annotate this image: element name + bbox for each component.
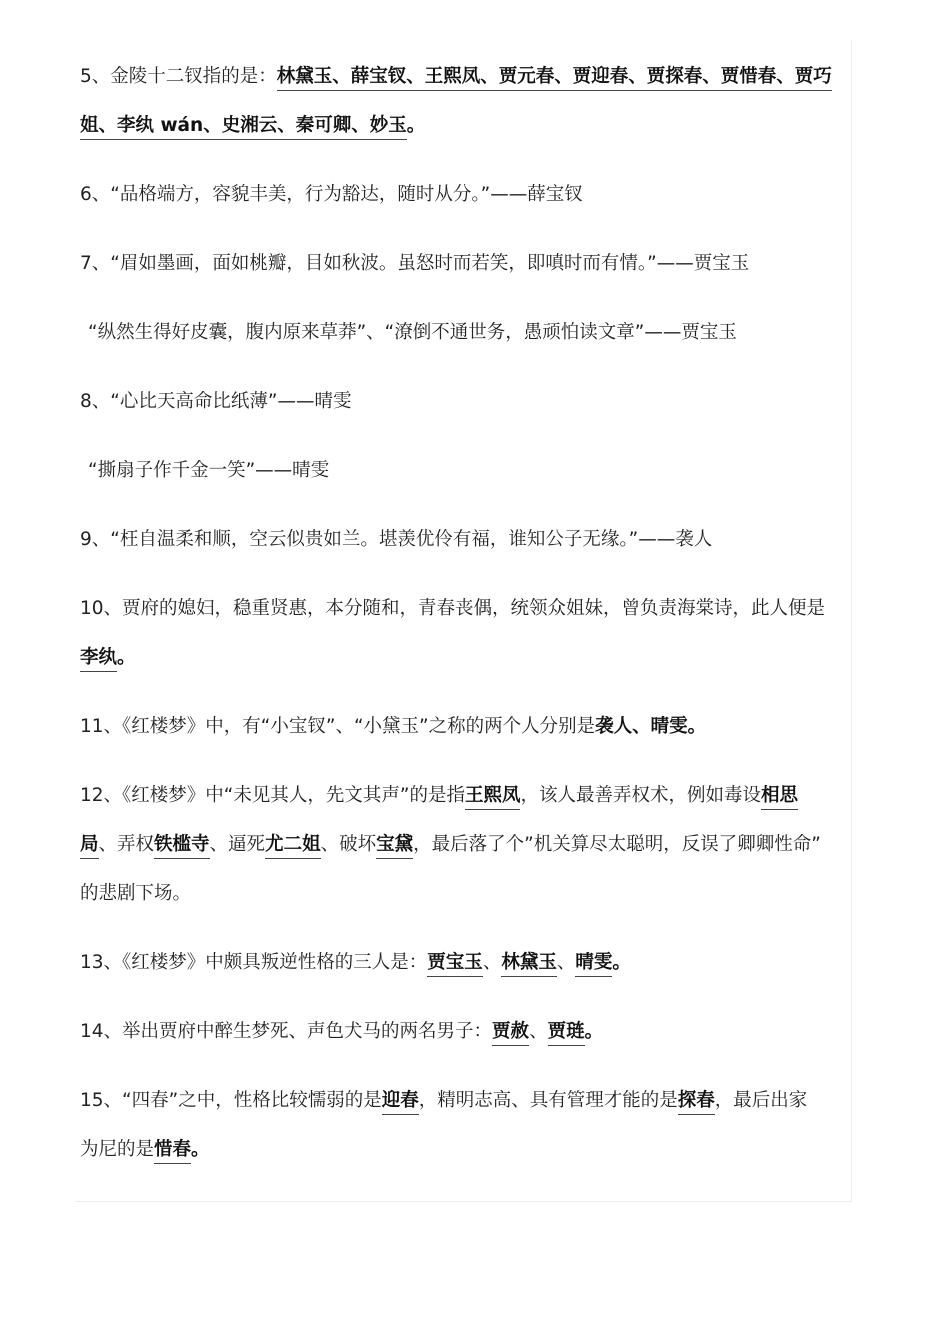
item-14-end: 。: [584, 1021, 604, 1042]
item-5-end: 。: [406, 115, 426, 136]
item-13-answer-3: 晴雯: [575, 952, 612, 977]
item-11: [80, 702, 852, 751]
item-15-end: 。: [191, 1139, 210, 1160]
item-5-prefix: 5、金陵十二钗指的是：: [80, 66, 277, 87]
item-12-line-2: [80, 820, 852, 869]
item-10-line-2: [80, 633, 852, 682]
item-12-mid: ，该人最善弄权术，例如毒设: [520, 785, 761, 806]
item-7: 7、“眉如墨画，面如桃瓣，目如秋波。虽怒时而若笑，即嗔时而有情。”——贾宝玉: [80, 253, 750, 274]
item-12-answer-1: 王熙凤: [465, 785, 521, 810]
item-12-prefix: 12、《红楼梦》中“未见其人，先文其声”的是指: [80, 785, 465, 806]
item-12-answer-3: 铁槛寺: [154, 834, 210, 859]
item-5-line-1: [80, 52, 852, 101]
item-14-sep: 、: [529, 1021, 548, 1042]
item-12-answer-4: 尤二姐: [265, 834, 321, 859]
document-content: [80, 52, 852, 1174]
item-12-answer-2b: 局: [80, 834, 99, 859]
item-10-answer: 李纨: [80, 647, 117, 672]
item-5-line-2: [80, 101, 852, 150]
item-5-answer-part-1: 林黛玉、薛宝钗、王熙凤、贾元春、贾迎春、贾探春、贾惜春、贾巧: [277, 66, 832, 91]
item-15-prefix: 15、“四春”之中，性格比较懦弱的是: [80, 1090, 382, 1111]
item-15-line1-end: ，最后出家: [714, 1090, 808, 1111]
item-12-text-d: ，最后落了个”机关算尽太聪明，反误了卿卿性命”: [413, 834, 821, 855]
item-10-end: 。: [117, 647, 136, 668]
item-13-sep-1: 、: [482, 952, 502, 973]
item-13-prefix: 13、《红楼梦》中颇具叛逆性格的三人是：: [80, 952, 428, 973]
item-12-answer-5: 宝黛: [376, 834, 413, 859]
item-14: [80, 1007, 852, 1056]
item-15-line-1: [80, 1076, 852, 1125]
item-14-answer-1: 贾赦: [492, 1021, 529, 1046]
item-15-line2-prefix: 为尼的是: [80, 1139, 155, 1160]
document-page: [76, 40, 852, 1202]
item-5-answer-2a: 姐、李纨: [80, 115, 161, 136]
item-12-line-3: 的悲剧下场。: [80, 883, 192, 904]
item-6: 6、“品格端方，容貌丰美，行为豁达，随时从分。”——薛宝钗: [80, 184, 583, 205]
item-15-answer-1: 迎春: [382, 1090, 419, 1115]
item-11-answer: 袭人、晴雯。: [595, 716, 707, 737]
item-14-answer-2: 贾琏: [548, 1021, 585, 1046]
item-11-mid: 、“小黛玉”之称的两个人分别是: [335, 716, 596, 737]
item-13: [80, 938, 852, 987]
item-8-extra: “撕扇子作千金一笑”——晴雯: [88, 460, 330, 481]
item-7-extra: “纵然生得好皮囊，腹内原来草莽”、“潦倒不通世务，愚顽怕读文章”——贾宝玉: [88, 322, 737, 343]
item-15-answer-2: 探春: [678, 1090, 715, 1115]
item-11-quote-1: “小宝钗”: [260, 716, 336, 737]
item-14-prefix: 14、举出贾府中醉生梦死、声色犬马的两名男子：: [80, 1021, 493, 1042]
item-5-answer-part-2: [80, 115, 407, 140]
item-15-answer-3: 惜春: [154, 1139, 191, 1164]
item-15-mid: ，精明志高、具有管理才能的是: [418, 1090, 678, 1111]
item-13-answer-2: 林黛玉: [501, 952, 557, 977]
item-8: 8、“心比天高命比纸薄”——晴雯: [80, 391, 352, 412]
item-13-sep-2: 、: [556, 952, 576, 973]
item-12-line-1: [80, 771, 852, 820]
item-12-text-c: 、破坏: [320, 834, 377, 855]
item-12-text-a: 、弄权: [98, 834, 155, 855]
item-13-answer-1: 贾宝玉: [427, 952, 483, 977]
item-15-line-2: [80, 1125, 852, 1174]
item-5-pinyin: wán: [160, 115, 204, 136]
item-5-answer-2b: 、史湘云、秦可卿、妙玉: [203, 115, 407, 136]
item-11-prefix: 11、《红楼梦》中，有: [80, 716, 261, 737]
item-13-end: 。: [612, 952, 631, 973]
item-12-answer-2a: 相思: [761, 785, 798, 810]
item-10-line-1: 10、贾府的媳妇，稳重贤惠，本分随和，青春丧偶，统领众姐妹，曾负责海棠诗，此人便是: [80, 598, 826, 619]
item-9: 9、“枉自温柔和顺，空云似贵如兰。堪羡优伶有福，谁知公子无缘。”——袭人: [80, 529, 713, 550]
item-12-text-b: 、逼死: [209, 834, 266, 855]
